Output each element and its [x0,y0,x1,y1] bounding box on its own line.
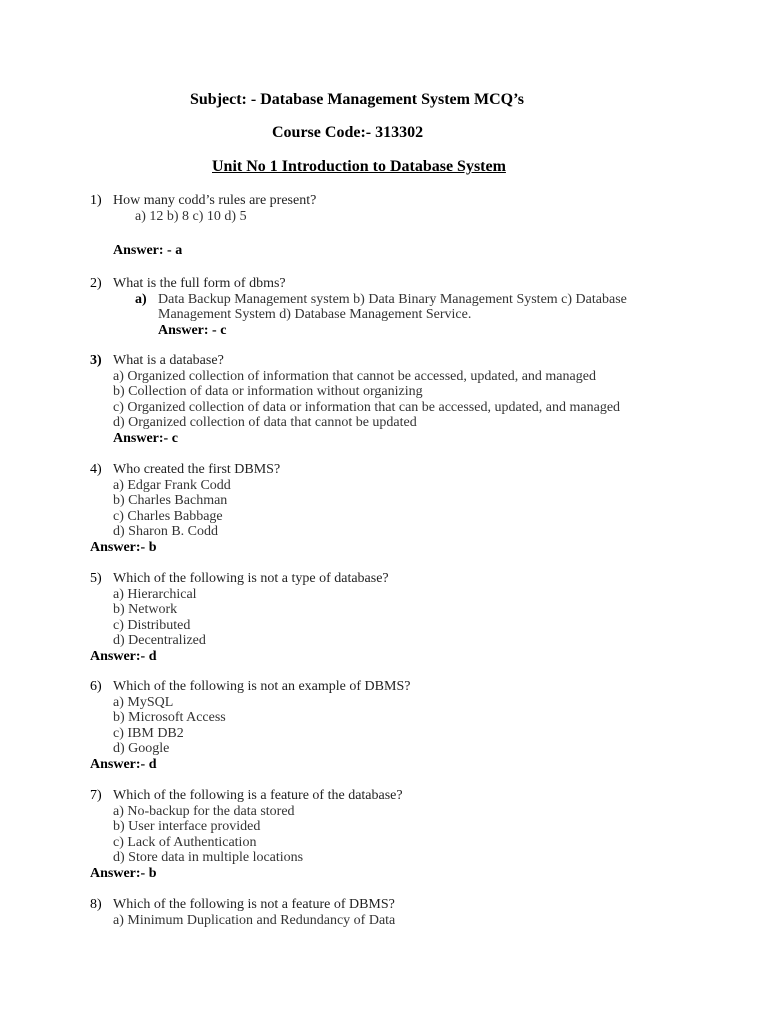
question-text: Which of the following is not a feature of DBMS? [113,897,395,912]
option: d) Organized collection of data that cannot be updated [113,415,417,430]
question-text: Which of the following is a feature of the database? [113,788,403,803]
options-line: a) 12 b) 8 c) 10 d) 5 [135,209,247,224]
options-line: Management System d) Database Management Service. [158,307,472,322]
question-number: 8) [90,897,102,912]
options-line: Data Backup Management system b) Data Binary Management System c) Database [158,292,627,307]
option: d) Sharon B. Codd [113,524,218,539]
option: a) Organized collection of information that cannot be accessed, updated, and managed [113,369,596,384]
option: c) IBM DB2 [113,726,184,741]
question-number: 2) [90,276,102,291]
option: d) Google [113,741,170,756]
question-text: Which of the following is not a type of database? [113,571,389,586]
option: c) Organized collection of data or information that can be accessed, updated, and managed [113,400,621,415]
question-text: What is a database? [113,353,224,368]
option: a) Edgar Frank Codd [113,478,231,493]
option: b) Microsoft Access [113,710,226,725]
option: b) User interface provided [113,819,261,834]
answer: Answer:- c [113,431,178,446]
option: a) No-backup for the data stored [113,804,295,819]
option-marker: a) [135,292,147,307]
question-number: 5) [90,571,102,586]
option: b) Network [113,602,178,617]
option: c) Lack of Authentication [113,835,257,850]
question-text: How many codd’s rules are present? [113,193,317,208]
answer: Answer: - a [113,243,183,258]
option: d) Store data in multiple locations [113,850,304,865]
answer: Answer:- b [90,866,157,881]
course-code-heading: Course Code:- 313302 [272,124,424,141]
question-text: Which of the following is not an example of DBMS? [113,679,411,694]
question-number: 6) [90,679,102,694]
answer: Answer:- b [90,540,157,555]
question-number: 1) [90,193,102,208]
option: b) Collection of data or information without organizing [113,384,423,399]
option: a) MySQL [113,695,174,710]
option: c) Distributed [113,618,191,633]
answer: Answer: - c [158,323,227,338]
unit-heading: Unit No 1 Introduction to Database System [212,158,506,175]
question-number: 7) [90,788,102,803]
option: a) Minimum Duplication and Redundancy of Data [113,913,396,928]
subject-heading: Subject: - Database Management System MCQ’s [190,91,525,108]
question-text: Who created the first DBMS? [113,462,281,477]
option: a) Hierarchical [113,587,197,602]
option: b) Charles Bachman [113,493,228,508]
answer: Answer:- d [90,649,157,664]
question-number: 3) [90,353,102,368]
question-number: 4) [90,462,102,477]
question-text: What is the full form of dbms? [113,276,286,291]
option: c) Charles Babbage [113,509,223,524]
answer: Answer:- d [90,757,157,772]
option: d) Decentralized [113,633,206,648]
